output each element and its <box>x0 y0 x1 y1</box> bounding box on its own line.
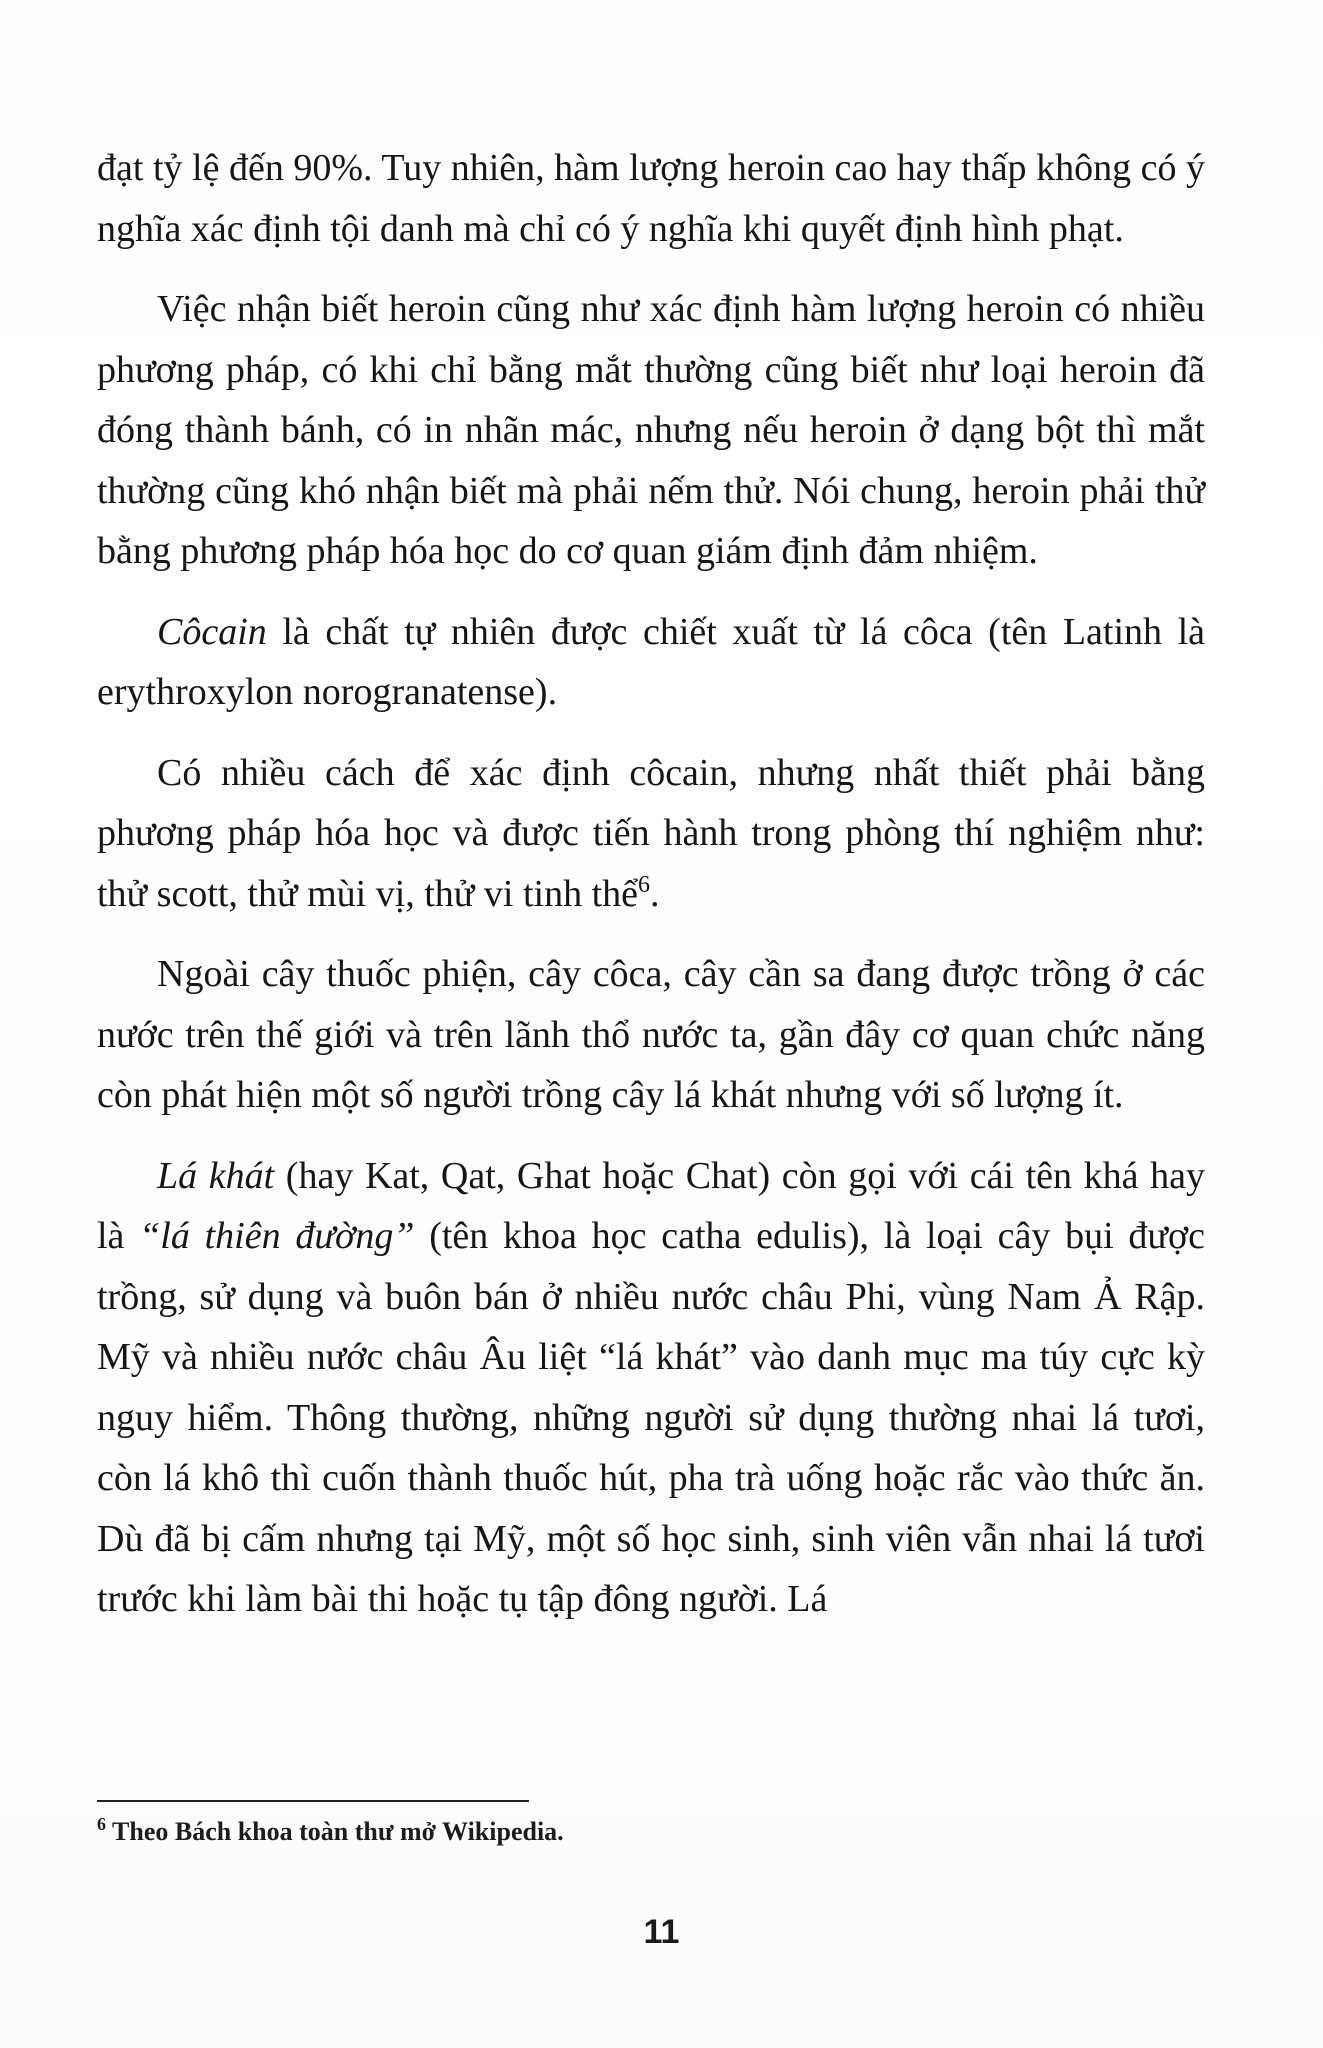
paragraph-text: (hay Kat, Qat, Ghat hoặc Chat) còn gọi với cái tên khá hay là <box>97 1154 1205 1257</box>
paragraph-text-continued: (tên khoa học catha edulis), là loại cây bụi được trồng, sử dụng và buôn bán ở nhiều nước châu Phi, vùng Nam Ả Rập. Mỹ và nhiều nước châu Âu liệt “lá khát” vào danh mục ma túy cực kỳ nguy hiểm. Thông thường, những người sử dụng thường nhai lá tươi, còn lá khô thì cuốn thành thuốc hút, pha trà uống hoặc rắc vào thức ăn. Dù đã bị cấm nhưng tại Mỹ, một số học sinh, sinh viên vẫn nhai lá tươi trước khi làm bài thi hoặc tụ tập đông người. Lá <box>97 1215 1205 1620</box>
paragraph-cocaine-testing <box>97 743 1205 925</box>
paragraph-text: đạt tỷ lệ đến 90%. Tuy nhiên, hàm lượng heroin cao hay thấp không có ý nghĩa xác định tội danh mà chỉ có ý nghĩa khi quyết định hình phạt. <box>97 147 1205 250</box>
footnote-text: Theo Bách khoa toàn thư mở Wikipedia. <box>106 1817 564 1846</box>
paragraph-heroin-identification <box>97 279 1205 582</box>
paragraph-other-plants <box>97 944 1205 1126</box>
paragraph-text: Ngoài cây thuốc phiện, cây côca, cây cần sa đang được trồng ở các nước trên thế giới và trên lãnh thổ nước ta, gần đây cơ quan chức năng còn phát hiện một số người trồng cây lá khát nhưng với số lượng ít. <box>97 953 1205 1116</box>
paragraph-khat-leaf <box>97 1146 1205 1630</box>
paragraph-cocaine-definition <box>97 602 1205 723</box>
paragraph-text: Có nhiều cách để xác định côcain, nhưng nhất thiết phải bằng phương pháp hóa học và được tiến hành trong phòng thí nghiệm như: thử scott, thử mùi vị, thử vi tinh thể <box>97 751 1205 915</box>
footnote <box>97 1810 1197 1854</box>
footnote-number: 6 <box>97 1814 106 1834</box>
paragraph-text: là chất tự nhiên được chiết xuất từ lá côca (tên Latinh là erythroxylon norogranatense). <box>97 610 1205 713</box>
term-khat: Lá khát <box>157 1154 275 1197</box>
paragraph-text: Việc nhận biết heroin cũng như xác định hàm lượng heroin có nhiều phương pháp, có khi chỉ bằng mắt thường cũng biết như loại heroin đã đóng thành bánh, có in nhãn mác, nhưng nếu heroin ở dạng bột thì mắt thường cũng khó nhận biết mà phải nếm thử. Nói chung, heroin phải thử bằng phương pháp hóa học do cơ quan giám định đảm nhiệm. <box>97 288 1205 572</box>
paragraph-text-end: . <box>650 872 660 915</box>
page-number: 11 <box>643 1913 680 1951</box>
footnote-divider <box>97 1800 529 1802</box>
paragraph-heroin-content <box>97 138 1205 259</box>
quoted-name: “lá thiên đường” <box>139 1215 415 1257</box>
body-text <box>97 138 1205 1644</box>
term-cocaine: Côcain <box>157 610 267 653</box>
footnote-reference: 6 <box>638 871 650 898</box>
